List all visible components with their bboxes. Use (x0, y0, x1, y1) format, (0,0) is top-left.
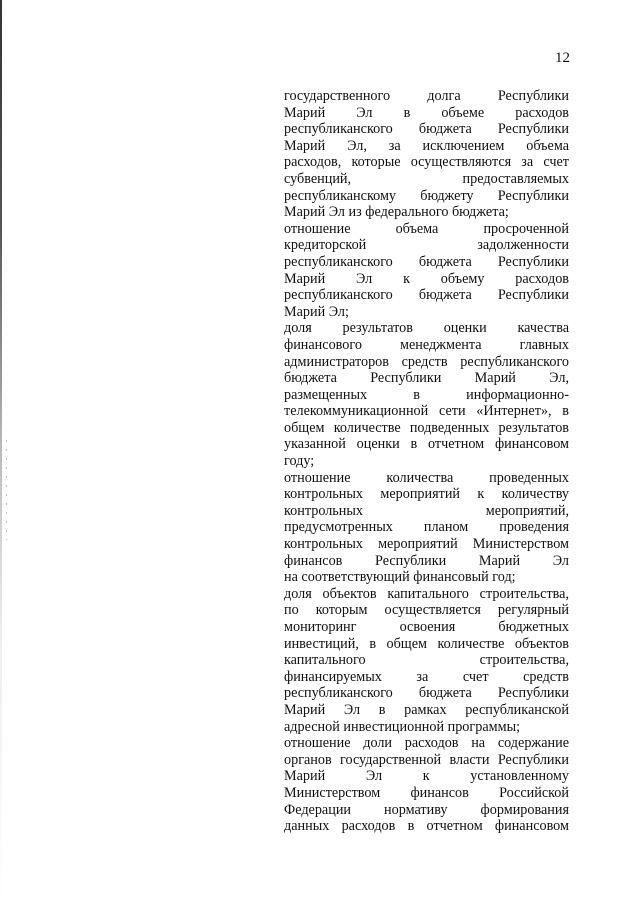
text-line: доля объектов капитального строительства, (284, 585, 569, 602)
text-line: Марий Эл, за исключением объема (284, 137, 569, 154)
text-line: финансов Республики Марий Эл (284, 552, 569, 569)
text-line: администраторов средств республиканского (284, 353, 569, 370)
text-line: государственного долга Республики (284, 88, 569, 104)
text-line: доля результатов оценки качества (284, 320, 569, 337)
text-line: Марий Эл; (284, 303, 349, 320)
text-line: Марий Эл к объему расходов (284, 270, 569, 287)
text-line: республиканскому бюджету Республики (284, 187, 569, 204)
text-line: общем количестве подведенных результатов (284, 419, 569, 436)
text-line: предусмотренных планом проведения (284, 519, 569, 536)
text-line: на соответствующий финансовый год; (284, 569, 516, 586)
text-line: Министерством финансов Российской (284, 784, 569, 801)
text-line: республиканского бюджета Республики (284, 685, 569, 702)
text-line: отношение доли расходов на содержание (284, 735, 569, 752)
text-line: году; (284, 453, 315, 470)
text-line: данных расходов в отчетном финансовом (284, 818, 569, 835)
text-line: финансового менеджмента главных (284, 336, 569, 353)
text-line: по которым осуществляется регулярный (284, 602, 569, 619)
text-line: республиканского бюджета Республики (284, 121, 569, 138)
text-line: республиканского бюджета Республики (284, 253, 569, 270)
text-line: финансируемых за счет средств (284, 668, 569, 685)
page-number: 12 (555, 50, 570, 66)
text-line: Марий Эл из федерального бюджета; (284, 204, 509, 221)
text-line: инвестиций, в общем количестве объектов (284, 635, 569, 652)
text-line: органов государственной власти Республики (284, 751, 569, 768)
text-line: адресной инвестиционной программы; (284, 718, 521, 735)
text-line: республиканского бюджета Республики (284, 287, 569, 304)
text-line: телекоммуникационной сети «Интернет», в (284, 403, 569, 420)
text-line: субвенций, предоставляемых (284, 170, 569, 187)
text-line: расходов, которые осуществляются за счет (284, 154, 569, 171)
text-line: Федерации нормативу формирования (284, 801, 569, 818)
text-line: бюджета Республики Марий Эл, (284, 370, 569, 387)
document-text-column (284, 88, 569, 835)
text-line: капитального строительства, (284, 652, 569, 669)
text-line: кредиторской задолженности (284, 237, 569, 254)
text-line: отношение количества проведенных (284, 469, 569, 486)
text-line: указанной оценки в отчетном финансовом (284, 436, 569, 453)
scan-edge-shadow (0, 0, 2, 905)
text-line: размещенных в информационно- (284, 386, 569, 403)
text-line: контрольных мероприятий к количеству (284, 486, 569, 503)
text-line: Марий Эл к установленному (284, 768, 569, 785)
text-line: мониторинг освоения бюджетных (284, 619, 569, 635)
text-line: Марий Эл в рамках республиканской (284, 701, 569, 718)
scan-artifact-dots (6, 440, 7, 540)
text-line: Марий Эл в объеме расходов (284, 104, 569, 121)
text-line: контрольных мероприятий, (284, 502, 569, 519)
text-line: контрольных мероприятий Министерством (284, 536, 569, 553)
text-line: отношение объема просроченной (284, 220, 569, 237)
